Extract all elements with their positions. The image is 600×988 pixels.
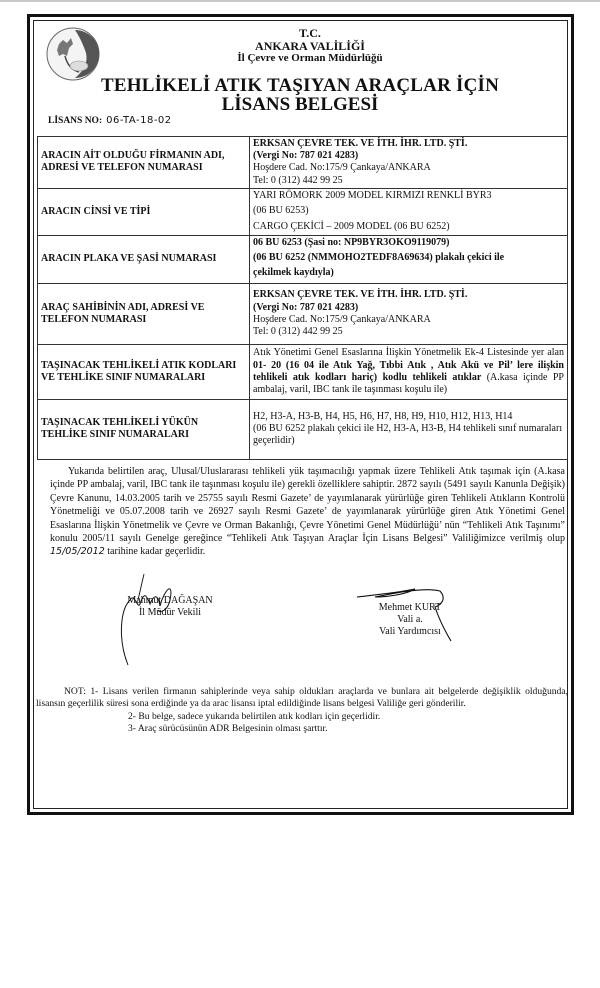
scan-edge — [0, 0, 600, 2]
document-title-line2: LİSANS BELGESİ — [221, 94, 379, 115]
valid-until-date: 15/05/2012 — [50, 546, 105, 558]
vehicle-line: CARGO ÇEKİCİ – 2009 MODEL (06 BU 6252) — [253, 221, 450, 233]
body-text-end: tarihine kadar geçerlidir. — [104, 546, 206, 558]
row-label: ARACIN AİT OLDUĞU FİRMANIN ADI, ADRESİ VE TELEFON NUMARASI — [38, 137, 250, 189]
signatory-left-name: Mahmut DAĞAŞAN — [127, 595, 213, 606]
address: Hoşdere Cad. No:175/9 Çankaya/ANKARA — [253, 162, 431, 174]
tax-number: (Vergi No: 787 021 4283) — [253, 150, 359, 162]
body-text: Yukarıda belirtilen araç, Ulusal/Uluslararası tehlikeli yük taşımacılığı yapmak üzere Tehlikeli Atık taşımak için (A.kasa içinde PP ambalaj, varil, IBC tank ile taşınması koşulu ile) gerekli özelliklere sahiptir. 2872 sayılı (5491 sayılı Kanunla Değişik) Çevre Kanunu, 14.03.2005 tarih ve 25755 sayılı Resmi Gazete’ de yayımlanarak yürürlüğe giren Tehlikeli Atıkların Kontrolü Yönetmeliği ve 05.07.2008 tarih ve 26927 sayılı Resmi Gazete’ de yayımlanarak yürürlüğe giren Atık Yönetimi Genel Esaslarına İlişkin Yönetmelik ve Çevre ve Orman Bakanlığı, Çevre Yönetimi Genel Müdürlüğü’ nün “Tehlikeli Atık Taşınımı” konulu 2005/11 sayılı Genelge gereğince “Tehlikeli Atık Taşıyan Araçlar İçin Lisans Belgesi” Valiliğimizce verilmiş olup — [50, 466, 565, 545]
row-value — [250, 137, 568, 189]
table-row — [38, 235, 568, 283]
row-label: ARACIN PLAKA VE ŞASİ NUMARASI — [38, 235, 250, 283]
waste-text-a: Atık Yönetimi Genel Esaslarına İlişkin Yönetmelik Ek-4 Listesinde yer alan — [253, 347, 564, 359]
table-row — [38, 344, 568, 399]
plate-line: 06 BU 6253 (Şasi no: NP9BYR3OKO9119079) — [253, 236, 450, 248]
row-value — [250, 188, 568, 235]
header-tc: T.C. — [299, 26, 321, 40]
note-3: 3- Araç sürücüsünün ADR Belgesinin olması şarttır. — [128, 723, 328, 735]
license-info-table — [37, 136, 568, 460]
document-title-line1: TEHLİKELİ ATIK TAŞIYAN ARAÇLAR İÇİN — [100, 75, 500, 96]
signatory-right-name: Mehmet KURT — [378, 602, 442, 613]
address: Hoşdere Cad. No:175/9 Çankaya/ANKARA — [253, 313, 431, 325]
emblem-logo-icon — [45, 26, 101, 82]
notes-section — [36, 686, 568, 736]
table-row — [38, 399, 568, 459]
table-row — [38, 137, 568, 189]
header-valilik: ANKARA VALİLİĞİ — [255, 39, 365, 53]
note-2: 2- Bu belge, sadece yukarıda belirtilen atık kodları için geçerlidir. — [128, 710, 381, 722]
hazard-note: (06 BU 6252 plakalı çekici ile H2, H3-A, H3-B, H4 tehlikeli sınıf numaraları geçerlidir) — [253, 423, 563, 447]
company-name: ERKSAN ÇEVRE TEK. VE İTH. İHR. LTD. ŞTİ. — [253, 138, 468, 149]
row-label: TAŞINACAK TEHLİKELİ ATIK KODLARI VE TEHLİKE SINIF NUMARALARI — [38, 344, 250, 399]
waste-text-c: (A.kasa içinde PP ambalaj, varil, IBC tank ile taşınması koşulu ile) — [253, 371, 564, 396]
header-mudurluk: İl Çevre ve Orman Müdürlüğü — [237, 52, 383, 64]
row-value — [250, 283, 568, 344]
table-row — [38, 283, 568, 344]
license-label: LİSANS NO: — [48, 116, 103, 126]
signatory-left — [100, 595, 240, 619]
signatory-right-title1: Vali a. — [397, 614, 423, 625]
phone: Tel: 0 (312) 442 99 25 — [253, 326, 343, 338]
phone: Tel: 0 (312) 442 99 25 — [253, 174, 343, 186]
hazard-classes: H2, H3-A, H3-B, H4, H5, H6, H7, H8, H9, H10, H12, H13, H14 — [253, 411, 513, 422]
row-value — [250, 399, 568, 459]
table-row — [38, 188, 568, 235]
signatory-right-title2: Vali Yardımcısı — [379, 626, 441, 637]
waste-codes: 01- 20 (16 04 ile Atık Yağ, Tıbbi Atık , Atık Akü ve Pil’ lere ilişkin tehlikeli atık kodları hariç) kodlu tehlikeli atıklar — [253, 359, 564, 383]
note-1: NOT: 1- Lisans verilen firmanın sahiplerinde veya sahip oldukları araçlarda ve bunlara ait belgelerde değişiklik olduğunda, lisansın geçerlilik süresi sona erdiğinde ya da arac lisansı iptal edildiğinde lisans belgesi Valiliğe geri gönderilir. — [36, 686, 568, 710]
row-value — [250, 235, 568, 283]
signatory-right — [355, 602, 465, 638]
row-value — [250, 344, 568, 399]
tax-number: (Vergi No: 787 021 4283) — [253, 301, 359, 313]
row-label: ARAÇ SAHİBİNİN ADI, ADRESİ VE TELEFON NUMARASI — [38, 283, 250, 344]
vehicle-line: (06 BU 6253) — [253, 205, 309, 217]
license-value: 06-TA-18-02 — [106, 115, 172, 126]
company-name: ERKSAN ÇEVRE TEK. VE İTH. İHR. LTD. ŞTİ. — [253, 289, 468, 301]
row-label: TAŞINACAK TEHLİKELİ YÜKÜN TEHLİKE SINIF NUMARALARI — [38, 399, 250, 459]
row-label: ARACIN CİNSİ VE TİPİ — [38, 188, 250, 235]
signatory-left-title: İl Müdür Vekili — [138, 607, 202, 618]
license-number — [48, 115, 172, 126]
plate-line: çekilmek kaydıyla) — [253, 267, 334, 279]
vehicle-line: YARI RÖMORK 2009 MODEL KIRMIZI RENKLİ BYR3 — [253, 189, 492, 201]
body-paragraph — [50, 465, 565, 559]
plate-line: (06 BU 6252 (NMMOHO2TEDF8A69634) plakalı çekici ile — [253, 252, 505, 264]
